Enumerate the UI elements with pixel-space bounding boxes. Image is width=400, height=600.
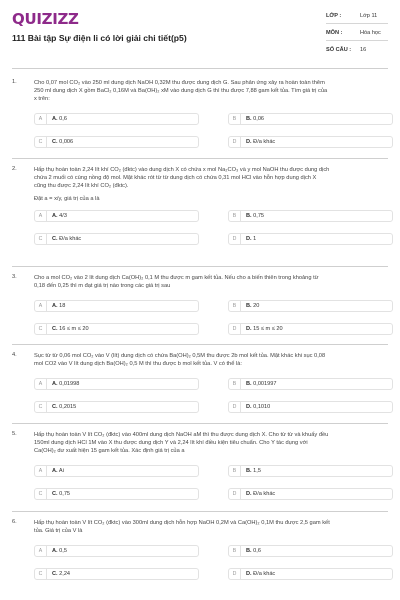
option-text [246,546,261,556]
option-letter: A [35,114,47,124]
question-number: 6. [12,519,17,525]
option-value: Đ/a khác [253,571,276,577]
question-text [34,352,386,368]
option-letter: A [35,466,47,476]
option-text [52,114,67,124]
question-number: 3. [12,274,17,280]
option-key: A. [52,548,58,554]
meta-subject-label: MÔN : [326,30,343,36]
quizizz-logo: QUIZIZZ [12,10,79,28]
option-value: 16 ≤ m ≤ 20 [59,326,89,332]
option-key: B. [246,303,252,309]
option-text [52,379,79,389]
question-text [34,166,386,190]
option-text [246,324,283,334]
option-letter: C [35,569,47,579]
answer-option[interactable] [34,545,199,557]
question-divider [12,344,388,345]
option-text [246,114,264,124]
option-letter: B [229,379,241,389]
option-text [52,301,65,311]
question-text [34,431,386,455]
answer-option[interactable] [228,210,393,222]
option-value: 20 [253,303,260,309]
question-divider [12,423,388,424]
question-text [34,79,386,103]
option-letter: A [35,301,47,311]
answer-option[interactable] [228,136,393,148]
answer-option[interactable] [228,113,393,125]
answer-option[interactable] [34,323,199,335]
page-header [0,0,400,68]
meta-count-label: SỐ CÂU : [326,47,352,53]
option-text [246,137,275,147]
option-letter: D [229,324,241,334]
option-key: D. [246,236,252,242]
option-letter: B [229,301,241,311]
option-value: 0,01998 [59,381,80,387]
option-value: 1 [253,236,257,242]
question-number: 5. [12,431,17,437]
option-value: 0,6 [59,116,67,122]
option-text [52,324,89,334]
option-letter: D [229,489,241,499]
option-value: 1,5 [253,468,261,474]
question-text-line: Hấp thụ hoàn toàn V lít CO₂ (đktc) vào 400ml dung dịch NaOH aM thì thu được dung dịch X. Cho từ từ và khuấy đều [34,432,329,438]
option-key: D. [246,404,252,410]
option-letter: C [35,402,47,412]
question-block [12,431,388,511]
option-key: D. [246,326,252,332]
option-text [246,301,259,311]
question-prompt: Đặt a = x/y, giá trị của a là [34,196,100,202]
option-text [52,489,70,499]
option-key: C. [52,491,58,497]
option-key: D. [246,139,252,145]
question-text-line: Hấp thụ hoàn toàn 2,24 lít khí CO₂ (đktc) vào dung dịch X có chứa x mol Na₂CO₃ và y mol NaOH thu được dung dịch [34,167,330,173]
option-key: B. [246,468,252,474]
option-value: 15 ≤ m ≤ 20 [253,326,283,332]
option-value: 0,5 [59,548,67,554]
question-block [12,519,388,599]
question-text-line: cũng thu được 2,24 lít khí CO₂ (đktc). [34,183,129,189]
answer-option[interactable] [34,210,199,222]
option-letter: D [229,569,241,579]
question-text [34,274,386,290]
option-key: B. [246,116,252,122]
option-value: Đ/a khác [59,236,82,242]
option-letter: D [229,234,241,244]
option-value: 18 [59,303,66,309]
answer-option[interactable] [34,300,199,312]
option-key: A. [52,213,58,219]
option-letter: B [229,546,241,556]
option-value: 2,24 [59,571,71,577]
question-number: 4. [12,352,17,358]
question-text-line: mol CO2 vào V lít dung dịch Ba(OH)₂ 0,5 M thì thu được b mol kết tủa. V có thể là: [34,361,242,367]
option-letter: C [35,234,47,244]
option-key: C. [52,236,58,242]
option-letter: A [35,546,47,556]
answer-option[interactable] [228,233,393,245]
question-block [12,352,388,432]
question-text-line: Sục từ từ 0,06 mol CO₂ vào V (lít) dung dịch có chứa Ba(OH)₂ 0,5M thu được 2b mol kết tủa. Mặt khác khi sục 0,08 [34,353,326,359]
option-value: 0,006 [59,139,74,145]
meta-grade-label: LỚP : [326,13,342,19]
option-text [246,466,261,476]
option-text [52,569,70,579]
option-text [246,211,264,221]
answer-option[interactable] [34,113,199,125]
option-letter: C [35,324,47,334]
option-text [246,379,277,389]
meta-count-value: 16 [360,47,367,53]
question-text-line: x trên: [34,96,50,102]
option-key: A. [52,468,58,474]
option-key: B. [246,381,252,387]
answer-option[interactable] [34,465,199,477]
option-value: Ai [58,468,64,474]
meta-grade-value: Lớp 11 [360,13,378,19]
answer-option[interactable] [228,323,393,335]
option-key: C. [52,326,58,332]
answer-option[interactable] [34,488,199,500]
option-value: 0,75 [59,491,71,497]
option-value: 0,6 [253,548,261,554]
option-letter: D [229,402,241,412]
option-value: 0,2015 [59,404,77,410]
meta-subject-value: Hóa học [360,30,381,36]
question-text-line: Cho a mol CO₂ vào 2 lít dung dịch Ca(OH)₂ 0,1 M thu được m gam kết tủa. Nếu cho a biến thiên trong khoảng từ [34,275,319,281]
option-value: 0,75 [253,213,265,219]
question-divider [12,266,388,267]
answer-option[interactable] [34,233,199,245]
option-key: D. [246,571,252,577]
option-value: 4/3 [59,213,67,219]
answer-option[interactable] [228,300,393,312]
answer-option[interactable] [228,378,393,390]
option-key: A. [52,381,58,387]
option-text [246,402,270,412]
option-letter: B [229,114,241,124]
header-divider [12,68,388,69]
question-block [12,79,388,159]
answer-option[interactable] [34,568,199,580]
option-key: A. [52,303,58,309]
option-value: 0,001997 [253,381,277,387]
question-number: 1. [12,79,17,85]
document-title: 111 Bài tập Sự điện li có lời giải chi tiết(p5) [12,33,187,43]
question-block [12,166,388,246]
option-letter: A [35,379,47,389]
option-text [246,489,275,499]
option-text [52,402,76,412]
question-text-line: chứa 2 muối có cùng nồng độ mol. Mặt khác rót từ từ dung dịch có chứa 0,31 mol HCl vào hỗn hợp dung dịch X [34,175,317,181]
answer-option[interactable] [228,465,393,477]
option-text [52,234,81,244]
answer-option[interactable] [228,401,393,413]
option-key: A. [52,116,58,122]
option-key: C. [52,404,58,410]
question-text-line: Ca(OH)₂ dư xuất hiện 15 gam kết tủa. Xác định giá trị của a [34,448,185,454]
question-block [12,274,388,354]
question-text-line: Hấp thụ hoàn toàn V lít CO₂ (đktc) vào 300ml dung dịch hỗn hợp NaOH 0,2M và Ca(OH)₂ 0,1M thu được 2,5 gam kết [34,520,330,526]
question-text-line: 250 ml dung dịch X gồm BaCl₂ 0,16M và Ba(OH)₂ xM vào dung dịch G thì thu được 7,88 gam kết tủa. Tìm giá trị của [34,88,328,94]
option-text [52,137,73,147]
option-value: 0,1010 [253,404,271,410]
question-number: 2. [12,166,17,172]
option-key: B. [246,213,252,219]
option-text [52,546,67,556]
option-key: B. [246,548,252,554]
option-value: 0,06 [253,116,265,122]
question-divider [12,511,388,512]
question-text-line: 0,18 đến 0,25 thì m đạt giá trị nào trong các giá trị sau [34,283,171,289]
option-key: C. [52,571,58,577]
answer-option[interactable] [228,568,393,580]
option-text [246,569,275,579]
question-text-line: Cho 0,07 mol CO₂ vào 250 ml dung dịch NaOH 0,32M thu được dung dịch G. Sau phản ứng xảy ra hoàn toàn thêm [34,80,325,86]
question-text [34,519,386,535]
option-letter: C [35,137,47,147]
meta-separator [326,40,388,41]
answer-option[interactable] [228,545,393,557]
option-letter: C [35,489,47,499]
question-divider [12,158,388,159]
option-text [52,466,64,476]
option-key: D. [246,491,252,497]
question-text-line: 150ml dung dịch HCl 1M vào X thu được dung dịch Y và 2,24 lít khí điều kiện tiêu chuẩn. Cho Y tác dụng với [34,440,308,446]
answer-option[interactable] [228,488,393,500]
option-letter: B [229,211,241,221]
option-letter: B [229,466,241,476]
option-value: Đ/a khác [253,491,276,497]
answer-option[interactable] [34,136,199,148]
question-text-line: tủa. Giá trị của V là [34,528,83,534]
option-letter: A [35,211,47,221]
option-text [52,211,67,221]
answer-option[interactable] [34,378,199,390]
answer-option[interactable] [34,401,199,413]
option-key: C. [52,139,58,145]
option-value: Đ/a khác [253,139,276,145]
option-text [246,234,256,244]
option-letter: D [229,137,241,147]
meta-separator [326,23,388,24]
